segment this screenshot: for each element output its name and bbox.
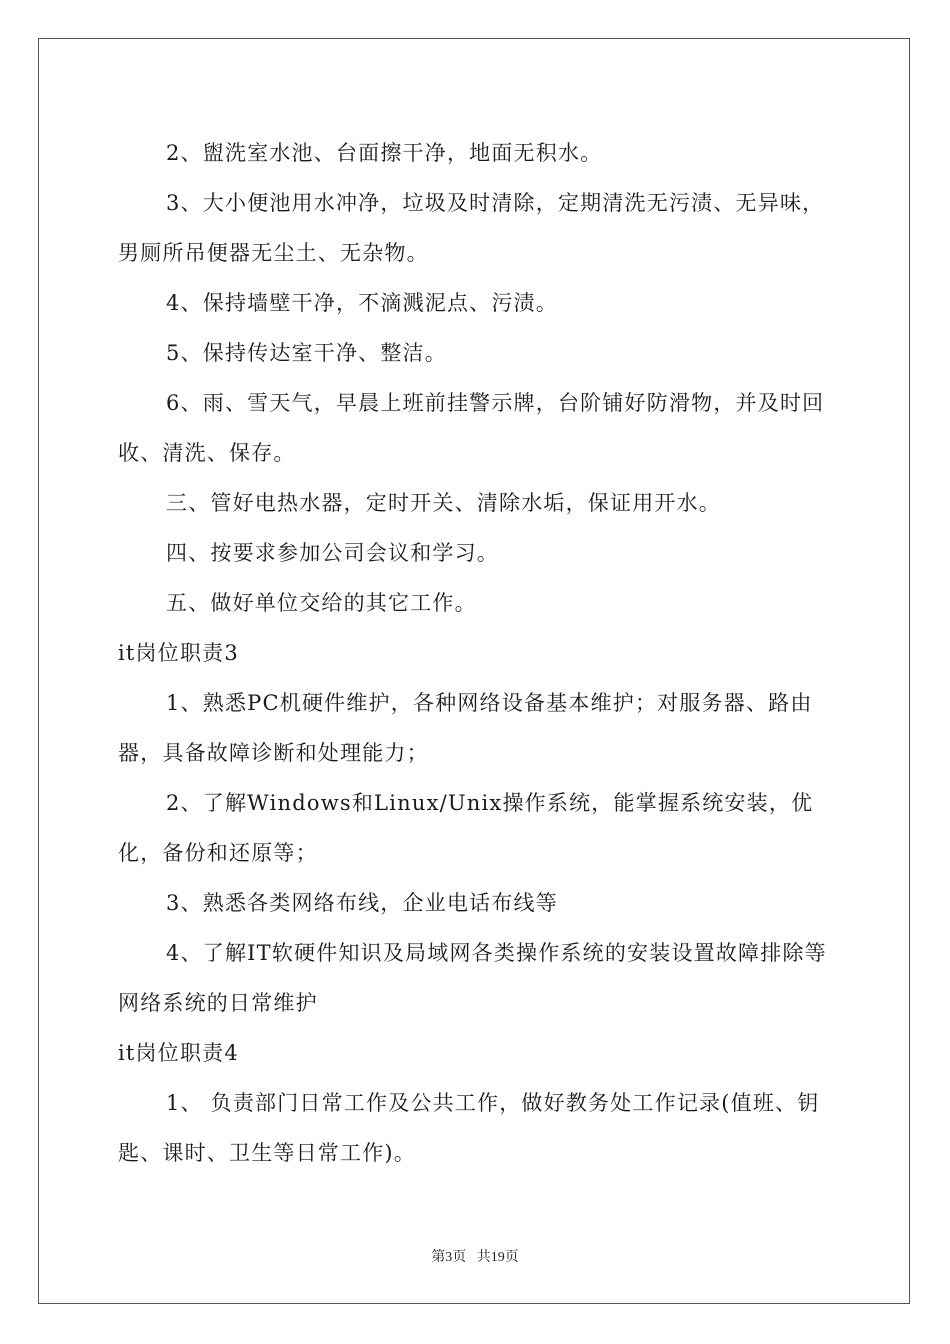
paragraph: 五、做好单位交给的其它工作。 [166,591,477,615]
section-heading: it岗位职责3 [118,641,239,665]
paragraph: 四、按要求参加公司会议和学习。 [166,541,499,565]
paragraph: 4、保持墙壁干净，不滴溅泥点、污渍。 [166,291,558,315]
paragraph: 6、雨、雪天气，早晨上班前挂警示牌，台阶铺好防滑物，并及时回收、清洗、保存。 [118,391,825,465]
paragraph: 1、 负责部门日常工作及公共工作，做好教务处工作记录(值班、钥匙、课时、卫生等日常工作)。 [118,1091,820,1165]
paragraph: 三、管好电热水器，定时开关、清除水垢，保证用开水。 [166,491,721,515]
section-heading: it岗位职责4 [118,1041,239,1065]
paragraph: 3、熟悉各类网络布线，企业电话布线等 [166,891,558,915]
page-number-footer: 第3页 共19页 [431,1250,519,1265]
paragraph: 4、了解IT软硬件知识及局域网各类操作系统的安装设置故障排除等网络系统的日常维护 [118,941,827,1015]
paragraph: 5、保持传达室干净、整洁。 [166,341,447,365]
paragraph: 2、了解Windows和Linux/Unix操作系统，能掌握系统安装，优化，备份和还原等； [118,791,814,865]
paragraph: 3、大小便池用水冲净，垃圾及时清除，定期清洗无污渍、无异味，男厕所吊便器无尘土、无杂物。 [118,191,825,265]
document-body [118,128,842,1178]
paragraph: 2、盥洗室水池、台面擦干净，地面无积水。 [166,141,603,165]
paragraph: 1、熟悉PC机硬件维护，各种网络设备基本维护；对服务器、路由器，具备故障诊断和处理能力； [118,691,813,765]
